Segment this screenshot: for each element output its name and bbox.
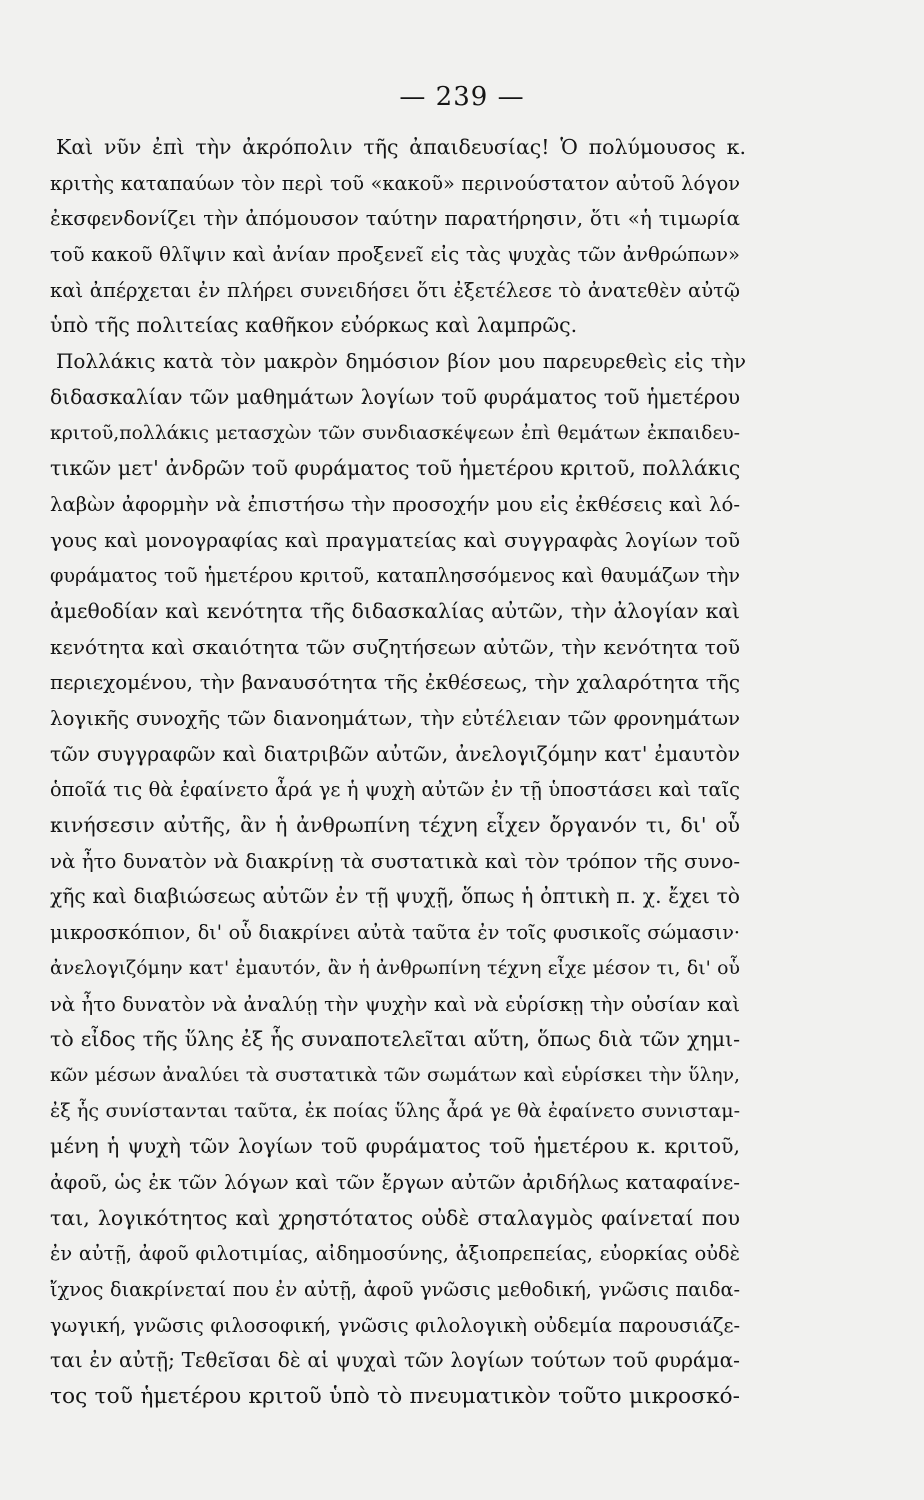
text-line: καὶ ἀπέρχεται ἐν πλήρει συνειδήσει ὅτι ἐξετέλεσε τὸ ἀνατεθὲν αὐτῷ <box>50 278 740 302</box>
text-line: τῶν συγγραφῶν καὶ διατριβῶν αὐτῶν, ἀνελογιζόμην κατ' ἐμαυτὸν <box>50 741 740 766</box>
text-line: φυράματος τοῦ ἡμετέρου κριτοῦ, καταπλησσόμενος καὶ θαυμάζων τὴν <box>50 564 740 588</box>
page-number: — 239 — <box>399 82 525 112</box>
text-line: ἐν αὐτῇ, ἀφοῦ φιλοτιμίας, αἰδημοσύνης, ἀξιοπρεπείας, εὐορκίας οὐδὲ <box>50 1242 740 1266</box>
text-line: νὰ ἦτο δυνατὸν νὰ διακρίνῃ τὰ συστατικὰ καὶ τὸν τρόπον τῆς συνο- <box>50 849 740 873</box>
text-line: τὸ εἶδος τῆς ὕλης ἐξ ἧς συναποτελεῖται αὕτη, ὅπως διὰ τῶν χημι- <box>50 1027 740 1052</box>
text-line: τος τοῦ ἡμετέρου κριτοῦ ὑπὸ τὸ πνευματικὸν τοῦτο μικροσκό- <box>50 1384 740 1410</box>
text-line: Πολλάκις κατὰ τὸν μακρὸν δημόσιον βίον μου παρευρεθεὶς εἰς τὴν <box>56 350 746 374</box>
text-line: ἐκσφενδονίζει τὴν ἀπόμουσον ταύτην παρατήρησιν, ὅτι «ἡ τιμωρία <box>50 206 740 231</box>
text-line: τικῶν μετ' ἀνδρῶν τοῦ φυράματος τοῦ ἡμετέρου κριτοῦ, πολλάκις <box>50 456 741 481</box>
text-line: ὑπὸ τῆς πολιτείας καθῆκον εὐόρκως καὶ λαμπρῶς. <box>50 313 578 338</box>
text-line: ἀφοῦ, ὡς ἐκ τῶν λόγων καὶ τῶν ἔργων αὐτῶν ἀριδήλως καταφαίνε- <box>50 1170 740 1194</box>
text-line: κῶν μέσων ἀναλύει τὰ συστατικὰ τῶν σωμάτων καὶ εὑρίσκει τὴν ὕλην, <box>50 1064 740 1086</box>
text-line: Καὶ νῦν ἐπὶ τὴν ἀκρόπολιν τῆς ἀπαιδευσίας! Ὁ πολύμουσος κ. <box>56 135 746 159</box>
text-line: χῆς καὶ διαβιώσεως αὐτῶν ἐν τῇ ψυχῇ, ὅπως ἡ ὀπτικὴ π. χ. ἔχει τὸ <box>50 884 740 909</box>
text-line: κινήσεσιν αὐτῆς, ἂν ἡ ἀνθρωπίνη τέχνη εἶχεν ὄργανόν τι, δι' οὗ <box>50 813 740 838</box>
text-line: ὁποῖά τις θὰ ἐφαίνετο ἆρά γε ἡ ψυχὴ αὐτῶν ἐν τῇ ὑποστάσει καὶ ταῖς <box>50 778 740 802</box>
text-line: ἀνελογιζόμην κατ' ἐμαυτόν, ἂν ἡ ἀνθρωπίνη τέχνη εἶχε μέσον τι, δι' οὗ <box>50 956 740 979</box>
body-text <box>50 130 746 1415</box>
text-line: διδασκαλίαν τῶν μαθημάτων λογίων τοῦ φυράματος τοῦ ἡμετέρου <box>50 384 740 409</box>
text-line: κριτοῦ,πολλάκις μετασχὼν τῶν συνδιασκέψεων ἐπὶ θεμάτων ἐκπαιδευ- <box>50 422 740 444</box>
text-line: κενότητα καὶ σκαιότητα τῶν συζητήσεων αὐτῶν, τὴν κενότητα τοῦ <box>50 634 740 659</box>
text-line: τοῦ κακοῦ θλῖψιν καὶ ἀνίαν προξενεῖ εἰς τὰς ψυχὰς τῶν ἀνθρώπων» <box>50 243 740 267</box>
text-line: γους καὶ μονογραφίας καὶ πραγματείας καὶ συγγραφὰς λογίων τοῦ <box>50 527 740 552</box>
text-line: ἀμεθοδίαν καὶ κενότητα τῆς διδασκαλίας αὐτῶν, τὴν ἀλογίαν καὶ <box>50 598 740 623</box>
text-line: μικροσκόπιον, δι' οὗ διακρίνει αὐτὰ ταῦτα ἐν τοῖς φυσικοῖς σώμασιν· <box>50 921 740 945</box>
text-line: ἴχνος διακρίνεταί που ἐν αὐτῇ, ἀφοῦ γνῶσις μεθοδική, γνῶσις παιδα- <box>50 1278 740 1301</box>
text-line: ται, λογικότητος καὶ χρηστότατος οὐδὲ σταλαγμὸς φαίνεταί που <box>50 1205 740 1230</box>
text-line: λαβὼν ἀφορμὴν νὰ ἐπιστήσω τὴν προσοχήν μου εἰς ἐκθέσεις καὶ λό- <box>50 492 740 516</box>
text-line: ται ἐν αὐτῇ; Τεθεῖσαι δὲ αἱ ψυχαὶ τῶν λογίων τούτων τοῦ φυράμα- <box>50 1348 740 1373</box>
text-line: μένη ἡ ψυχὴ τῶν λογίων τοῦ φυράματος τοῦ ἡμετέρου κ. κριτοῦ, <box>50 1134 740 1159</box>
text-line: περιεχομένου, τὴν βαναυσότητα τῆς ἐκθέσεως, τὴν χαλαρότητα τῆς <box>50 671 740 695</box>
text-line: νὰ ἦτο δυνατὸν νὰ ἀναλύῃ τὴν ψυχὴν καὶ νὰ εὑρίσκῃ τὴν οὐσίαν καὶ <box>50 992 740 1016</box>
text-line: κριτὴς καταπαύων τὸν περὶ τοῦ «κακοῦ» περινούστατον αὐτοῦ λόγον <box>50 171 740 195</box>
text-line: γωγική, γνῶσις φιλοσοφική, γνῶσις φιλολογικὴ οὐδεμία παρουσιάζε- <box>50 1313 740 1337</box>
text-line: ἐξ ἧς συνίστανται ταῦτα, ἐκ ποίας ὕλης ἆρά γε θὰ ἐφαίνετο συνισταμ- <box>50 1099 740 1122</box>
text-line: λογικῆς συνοχῆς τῶν διανοημάτων, τὴν εὐτέλειαν τῶν φρονημάτων <box>50 707 740 730</box>
